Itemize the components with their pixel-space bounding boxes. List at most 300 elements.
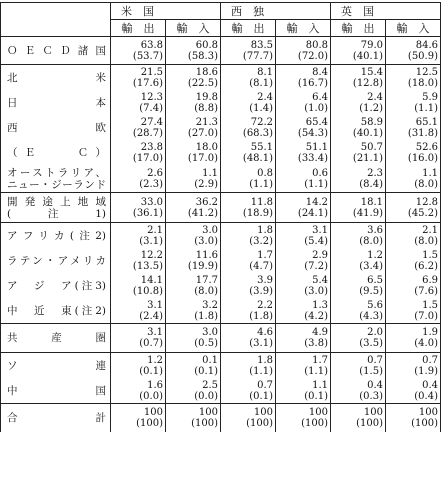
share-value: 17.7 [195, 274, 218, 286]
share-value: 1.2 [147, 354, 163, 366]
value-cell [276, 65, 331, 91]
share-value-earlier: (100) [246, 418, 273, 429]
value-cell [166, 140, 221, 165]
share-value-earlier: (8.1) [249, 77, 273, 89]
share-value-earlier: (7.0) [414, 310, 438, 322]
share-value-earlier: (3.8) [304, 338, 328, 349]
value-cell [386, 223, 441, 249]
value-cell [221, 140, 276, 165]
share-value: 19.8 [195, 91, 218, 103]
share-value-earlier: (1.1) [249, 365, 273, 377]
value-cell [331, 223, 386, 249]
table-row [1, 273, 441, 298]
value-cell [166, 37, 221, 65]
share-value-earlier: (3.2) [249, 235, 273, 247]
share-value: 50.7 [360, 141, 383, 153]
share-value: 79.0 [360, 39, 383, 51]
value-cell [276, 165, 331, 193]
value-cell [221, 165, 276, 193]
country-header-uk: 英 国 [331, 3, 441, 20]
row-label: アフリカ(注2) [1, 223, 111, 249]
share-value-earlier: (7.6) [414, 285, 438, 297]
share-value-earlier: (3.1) [249, 338, 273, 349]
value-cell [221, 115, 276, 140]
share-value-earlier: (18.9) [242, 207, 273, 219]
share-value-earlier: (50.9) [407, 50, 438, 62]
share-value-earlier: (17.0) [187, 152, 218, 164]
value-cell [221, 353, 276, 379]
share-value-earlier: (40.1) [352, 50, 383, 62]
share-value-earlier: (2.9) [194, 178, 218, 190]
share-value-earlier: (16.7) [297, 77, 328, 89]
share-value: 6.4 [312, 91, 328, 103]
value-cell [111, 324, 166, 353]
share-value-earlier: (77.7) [242, 50, 273, 62]
row-label: オーストラリア、 ニュー・ジーランド [1, 165, 111, 193]
share-value-earlier: (3.0) [304, 285, 328, 297]
share-value-earlier: (53.7) [132, 50, 163, 62]
row-label: （Ｅ Ｃ） [1, 140, 111, 165]
share-value-earlier: (16.0) [407, 152, 438, 164]
table-row [1, 324, 441, 353]
share-value-earlier: (5.4) [304, 235, 328, 247]
table-row [1, 298, 441, 324]
value-cell [166, 193, 221, 223]
value-cell [331, 353, 386, 379]
row-label: 北 米 [1, 65, 111, 91]
value-cell [276, 193, 331, 223]
value-cell [276, 353, 331, 379]
share-value-earlier: (1.1) [249, 178, 273, 190]
table-row [1, 140, 441, 165]
value-cell [111, 140, 166, 165]
share-value-earlier: (8.0) [414, 178, 438, 190]
value-cell [331, 115, 386, 140]
share-value: 100 [253, 407, 273, 418]
share-value-earlier: (1.9) [414, 365, 438, 377]
row-label: ラテン・アメリカ [1, 248, 111, 273]
row-label: 中 国 [1, 378, 111, 404]
value-cell [331, 140, 386, 165]
value-cell [276, 404, 331, 433]
value-cell [386, 353, 441, 379]
value-cell [331, 273, 386, 298]
value-cell [221, 298, 276, 324]
value-cell [386, 90, 441, 115]
value-cell [221, 324, 276, 353]
value-cell [111, 353, 166, 379]
share-value: 5.6 [367, 299, 383, 311]
trade-share-table [0, 2, 441, 432]
value-cell [386, 378, 441, 404]
share-value: 2.4 [367, 91, 383, 103]
share-value: 100 [143, 407, 163, 418]
table-row [1, 115, 441, 140]
row-label: 西 欧 [1, 115, 111, 140]
value-cell [331, 37, 386, 65]
subhead-import: 輸 入 [276, 20, 331, 37]
share-value: 4.9 [312, 327, 328, 338]
value-cell [111, 65, 166, 91]
value-cell [331, 248, 386, 273]
value-cell [111, 273, 166, 298]
share-value-earlier: (0.5) [194, 338, 218, 349]
subhead-export: 輸 出 [221, 20, 276, 37]
value-cell [166, 273, 221, 298]
share-value-earlier: (3.5) [359, 338, 383, 349]
value-cell [276, 115, 331, 140]
share-value: 0.7 [422, 354, 438, 366]
share-value: 27.4 [140, 116, 163, 128]
share-value-earlier: (13.5) [132, 260, 163, 272]
value-cell [111, 404, 166, 433]
share-value: 0.7 [367, 354, 383, 366]
share-value-earlier: (1.5) [359, 365, 383, 377]
value-cell [276, 248, 331, 273]
row-label: 日 本 [1, 90, 111, 115]
share-value-earlier: (0.0) [139, 390, 163, 402]
value-cell [221, 90, 276, 115]
share-value: 100 [363, 407, 383, 418]
share-value: 3.9 [257, 274, 273, 286]
share-value-earlier: (1.4) [249, 102, 273, 114]
share-value: 21.5 [140, 66, 163, 78]
share-value: 36.2 [195, 196, 218, 208]
value-cell [166, 298, 221, 324]
share-value-earlier: (40.1) [352, 127, 383, 139]
share-value: 1.7 [257, 249, 273, 261]
subhead-export: 輸 出 [111, 20, 166, 37]
share-value-earlier: (100) [191, 418, 218, 429]
share-value-earlier: (6.2) [414, 260, 438, 272]
share-value-earlier: (54.3) [297, 127, 328, 139]
share-value-earlier: (58.3) [187, 50, 218, 62]
value-cell [276, 378, 331, 404]
value-cell [166, 65, 221, 91]
country-header-west-germany: 西 独 [221, 3, 331, 20]
share-value-earlier: (3.0) [194, 235, 218, 247]
share-value: 0.6 [312, 167, 328, 179]
share-value: 1.8 [257, 354, 273, 366]
share-value: 2.4 [257, 91, 273, 103]
value-cell [111, 193, 166, 223]
share-value-earlier: (10.8) [132, 285, 163, 297]
share-value: 11.8 [250, 196, 273, 208]
table-row [1, 90, 441, 115]
share-value: 100 [418, 407, 438, 418]
share-value-earlier: (72.0) [297, 50, 328, 62]
share-value-earlier: (36.1) [132, 207, 163, 219]
share-value-earlier: (0.1) [304, 390, 328, 402]
share-value-earlier: (3.4) [359, 260, 383, 272]
value-cell [166, 378, 221, 404]
share-value-earlier: (8.8) [194, 102, 218, 114]
value-cell [386, 140, 441, 165]
share-value: 14.1 [140, 274, 163, 286]
row-label: 合 計 [1, 404, 111, 433]
share-value: 33.0 [140, 196, 163, 208]
share-value-earlier: (4.7) [249, 260, 273, 272]
share-value: 1.5 [422, 249, 438, 261]
value-cell [386, 65, 441, 91]
value-cell [111, 298, 166, 324]
share-value-earlier: (0.3) [359, 390, 383, 402]
value-cell [166, 223, 221, 249]
value-cell [386, 193, 441, 223]
share-value-earlier: (12.8) [352, 77, 383, 89]
row-label: 中 近 東(注2) [1, 298, 111, 324]
value-cell [331, 193, 386, 223]
table-row [1, 193, 441, 223]
share-value: 11.6 [195, 249, 218, 261]
value-cell [386, 248, 441, 273]
table-row [1, 223, 441, 249]
share-value: 0.1 [202, 354, 218, 366]
row-label: 共 産 圏 [1, 324, 111, 353]
share-value: 60.8 [195, 39, 218, 51]
value-cell [221, 193, 276, 223]
share-value: 6.9 [422, 274, 438, 286]
share-value-earlier: (1.8) [249, 310, 273, 322]
share-value-earlier: (8.4) [359, 178, 383, 190]
row-label: ア ジ ア(注3) [1, 273, 111, 298]
share-value: 1.7 [312, 354, 328, 366]
share-value-earlier: (8.0) [414, 235, 438, 247]
table-row [1, 248, 441, 273]
share-value-earlier: (8.0) [194, 285, 218, 297]
value-cell [331, 165, 386, 193]
value-cell [221, 273, 276, 298]
table-header [1, 3, 441, 37]
share-value: 12.8 [415, 196, 438, 208]
share-value-earlier: (3.9) [249, 285, 273, 297]
share-value: 0.4 [367, 379, 383, 391]
header-corner-cell-lower [1, 20, 111, 37]
share-value-earlier: (24.1) [297, 207, 328, 219]
value-cell [276, 298, 331, 324]
share-value: 2.9 [312, 249, 328, 261]
share-value: 1.1 [312, 379, 328, 391]
country-header-us: 米 国 [111, 3, 221, 20]
share-value: 8.1 [257, 66, 273, 78]
share-value: 5.4 [312, 274, 328, 286]
value-cell [276, 37, 331, 65]
share-value-earlier: (4.0) [414, 338, 438, 349]
share-value-earlier: (1.1) [304, 365, 328, 377]
share-value: 15.4 [360, 66, 383, 78]
share-value-earlier: (0.1) [139, 365, 163, 377]
share-value: 1.9 [422, 327, 438, 338]
share-value: 58.9 [360, 116, 383, 128]
share-value: 100 [198, 407, 218, 418]
share-value: 1.5 [422, 299, 438, 311]
value-cell [111, 37, 166, 65]
share-value-earlier: (9.5) [359, 285, 383, 297]
value-cell [221, 404, 276, 433]
share-value-earlier: (31.8) [407, 127, 438, 139]
share-value: 14.2 [305, 196, 328, 208]
share-value-earlier: (41.9) [352, 207, 383, 219]
share-value-earlier: (22.5) [187, 77, 218, 89]
subhead-import: 輸 入 [386, 20, 441, 37]
value-cell [386, 165, 441, 193]
value-cell [276, 223, 331, 249]
value-cell [221, 378, 276, 404]
share-value: 2.1 [422, 224, 438, 236]
share-value: 3.1 [147, 327, 163, 338]
share-value-earlier: (0.0) [194, 390, 218, 402]
share-value-earlier: (17.6) [132, 77, 163, 89]
value-cell [331, 404, 386, 433]
share-value-earlier: (100) [411, 418, 438, 429]
value-cell [331, 90, 386, 115]
share-value-earlier: (45.2) [407, 207, 438, 219]
share-value: 63.8 [140, 39, 163, 51]
value-cell [331, 324, 386, 353]
share-value-earlier: (100) [356, 418, 383, 429]
share-value: 2.3 [367, 167, 383, 179]
share-value: 2.1 [147, 224, 163, 236]
value-cell [111, 223, 166, 249]
share-value: 3.6 [367, 224, 383, 236]
share-value: 18.1 [360, 196, 383, 208]
share-value-earlier: (2.4) [139, 310, 163, 322]
share-value: 3.1 [312, 224, 328, 236]
value-cell [221, 65, 276, 91]
share-value-earlier: (68.3) [242, 127, 273, 139]
table-row [1, 378, 441, 404]
share-value: 0.4 [422, 379, 438, 391]
value-cell [386, 298, 441, 324]
share-value: 84.6 [415, 39, 438, 51]
share-value: 1.1 [202, 167, 218, 179]
table-body [1, 37, 441, 433]
share-value-earlier: (28.7) [132, 127, 163, 139]
row-label: ＯＥＣＤ諸国 [1, 37, 111, 65]
share-value-earlier: (18.0) [407, 77, 438, 89]
share-value-earlier: (100) [136, 418, 163, 429]
share-value: 100 [308, 407, 328, 418]
value-cell [166, 90, 221, 115]
share-value: 3.0 [202, 224, 218, 236]
share-value: 5.9 [422, 91, 438, 103]
value-cell [221, 37, 276, 65]
share-value-earlier: (0.1) [249, 390, 273, 402]
value-cell [221, 223, 276, 249]
value-cell [111, 90, 166, 115]
share-value: 1.8 [257, 224, 273, 236]
subhead-export: 輸 出 [331, 20, 386, 37]
share-value: 1.3 [312, 299, 328, 311]
share-value: 2.5 [202, 379, 218, 391]
share-value: 65.1 [415, 116, 438, 128]
table-row [1, 353, 441, 379]
share-value-earlier: (4.3) [359, 310, 383, 322]
share-value: 2.0 [367, 327, 383, 338]
share-value: 1.6 [147, 379, 163, 391]
value-cell [166, 353, 221, 379]
share-value: 1.2 [367, 249, 383, 261]
share-value-earlier: (17.0) [132, 152, 163, 164]
value-cell [111, 378, 166, 404]
share-value: 72.2 [250, 116, 273, 128]
share-value: 55.1 [250, 141, 273, 153]
share-value: 6.5 [367, 274, 383, 286]
value-cell [331, 298, 386, 324]
share-value: 12.3 [140, 91, 163, 103]
share-value: 0.8 [257, 167, 273, 179]
value-cell [276, 90, 331, 115]
share-value: 2.6 [147, 167, 163, 179]
share-value: 12.5 [415, 66, 438, 78]
table-row [1, 404, 441, 433]
share-value-earlier: (4.2) [304, 310, 328, 322]
value-cell [386, 37, 441, 65]
row-label: 開発途上地域 (注1) [1, 193, 111, 223]
share-value-earlier: (27.0) [187, 127, 218, 139]
share-value: 0.7 [257, 379, 273, 391]
value-cell [386, 404, 441, 433]
subhead-import: 輸 入 [166, 20, 221, 37]
table-row [1, 65, 441, 91]
share-value-earlier: (41.2) [187, 207, 218, 219]
value-cell [111, 115, 166, 140]
share-value-earlier: (2.3) [139, 178, 163, 190]
share-value-earlier: (0.7) [139, 338, 163, 349]
share-value: 2.2 [257, 299, 273, 311]
value-cell [276, 324, 331, 353]
share-value: 51.1 [305, 141, 328, 153]
share-value-earlier: (3.1) [139, 235, 163, 247]
value-cell [276, 140, 331, 165]
value-cell [166, 404, 221, 433]
share-value-earlier: (1.0) [304, 102, 328, 114]
value-cell [166, 248, 221, 273]
share-value-earlier: (48.1) [242, 152, 273, 164]
share-value: 3.2 [202, 299, 218, 311]
share-value: 18.6 [195, 66, 218, 78]
share-value: 3.1 [147, 299, 163, 311]
share-value: 52.6 [415, 141, 438, 153]
share-value-earlier: (1.8) [194, 310, 218, 322]
value-cell [166, 115, 221, 140]
value-cell [111, 248, 166, 273]
share-value: 8.4 [312, 66, 328, 78]
value-cell [331, 378, 386, 404]
share-value-earlier: (1.1) [304, 178, 328, 190]
share-value-earlier: (0.4) [414, 390, 438, 402]
share-value-earlier: (1.1) [414, 102, 438, 114]
value-cell [331, 65, 386, 91]
share-value: 3.0 [202, 327, 218, 338]
share-value-earlier: (7.2) [304, 260, 328, 272]
header-corner-cell [1, 3, 111, 20]
share-value: 65.4 [305, 116, 328, 128]
value-cell [386, 324, 441, 353]
share-value: 23.8 [140, 141, 163, 153]
row-label: ソ 連 [1, 353, 111, 379]
share-value-earlier: (19.9) [187, 260, 218, 272]
share-value: 83.5 [250, 39, 273, 51]
value-cell [166, 165, 221, 193]
share-value-earlier: (21.1) [352, 152, 383, 164]
share-value: 1.1 [422, 167, 438, 179]
value-cell [111, 165, 166, 193]
value-cell [221, 248, 276, 273]
table-row [1, 165, 441, 193]
table-row [1, 37, 441, 65]
value-cell [386, 273, 441, 298]
